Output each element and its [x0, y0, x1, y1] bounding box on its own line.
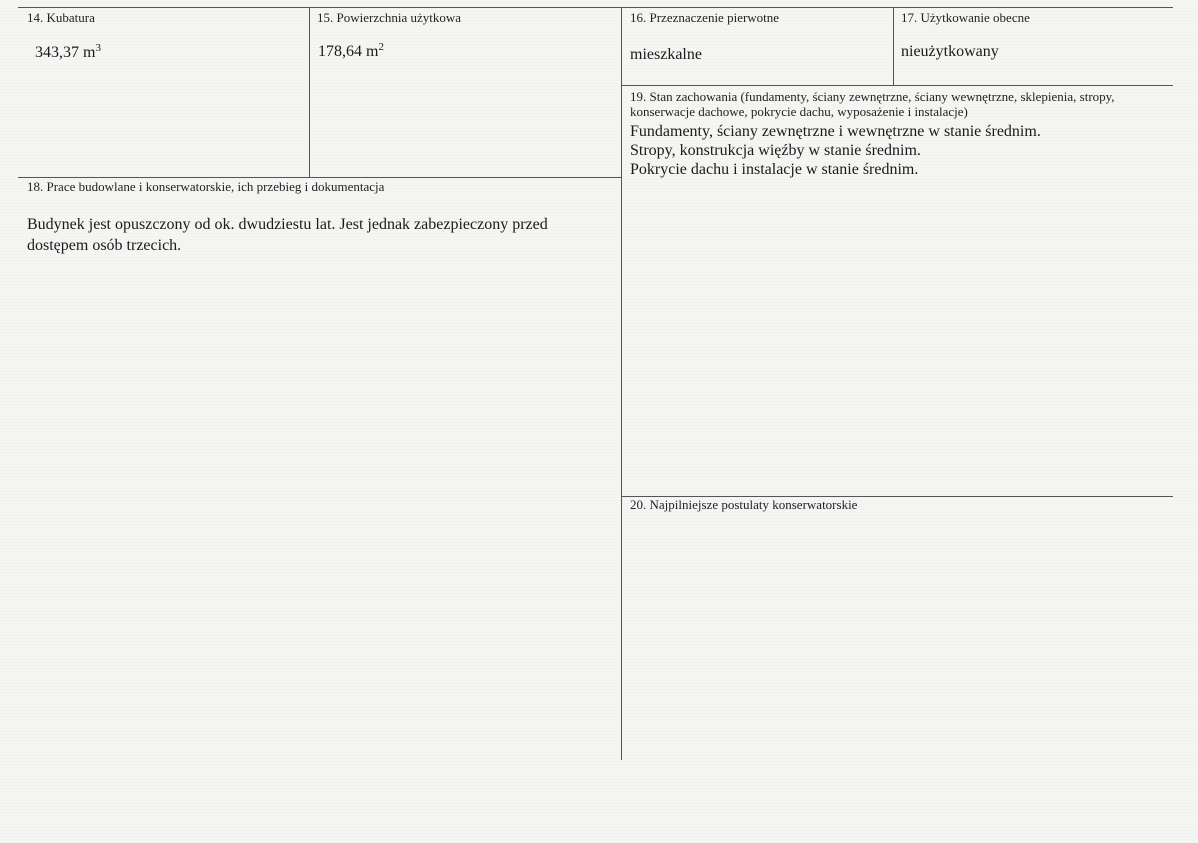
divider-14-15	[309, 7, 310, 177]
field-14-exponent: 3	[95, 42, 101, 54]
field-18-text-line-1: Budynek jest opuszczony od ok. dwudziestu lat. Jest jednak zabezpieczony przed	[27, 216, 548, 233]
divider-16-19	[621, 85, 1173, 86]
field-19-text-line-1: Fundamenty, ściany zewnętrzne i wewnętrzne w stanie średnim.	[630, 123, 1041, 140]
top-border	[18, 7, 1173, 8]
field-15-number: 178,64 m	[318, 43, 379, 60]
divider-15-18	[18, 177, 621, 178]
field-18-text-line-2: dostępem osób trzecich.	[27, 237, 182, 254]
field-19-text-line-3: Pokrycie dachu i instalacje w stanie średnim.	[630, 161, 919, 178]
field-17-label: 17. Użytkowanie obecne	[901, 10, 1030, 25]
field-18-label: 18. Prace budowlane i konserwatorskie, ich przebieg i dokumentacja	[27, 179, 385, 194]
field-14-label: 14. Kubatura	[27, 10, 95, 25]
field-20-label: 20. Najpilniejsze postulaty konserwatorskie	[630, 497, 858, 512]
field-17-value: nieużytkowany	[901, 43, 999, 60]
field-14-value	[35, 43, 101, 63]
field-16-value: mieszkalne	[630, 46, 702, 63]
field-14-number: 343,37 m	[35, 44, 96, 61]
field-16-label: 16. Przeznaczenie pierwotne	[630, 10, 780, 25]
field-19-label-line-2: konserwacje dachowe, pokrycie dachu, wyposażenie i instalacje)	[630, 104, 968, 119]
divider-16-17	[893, 7, 894, 85]
field-15-value	[318, 42, 384, 62]
divider-left-right	[621, 7, 622, 760]
field-19-label-line-1: 19. Stan zachowania (fundamenty, ściany zewnętrzne, ściany wewnętrzne, sklepienia, stropy,	[630, 89, 1115, 104]
field-15-label: 15. Powierzchnia użytkowa	[317, 10, 462, 25]
field-15-exponent: 2	[378, 41, 384, 53]
field-19-text-line-2: Stropy, konstrukcja więźby w stanie średnim.	[630, 142, 921, 159]
